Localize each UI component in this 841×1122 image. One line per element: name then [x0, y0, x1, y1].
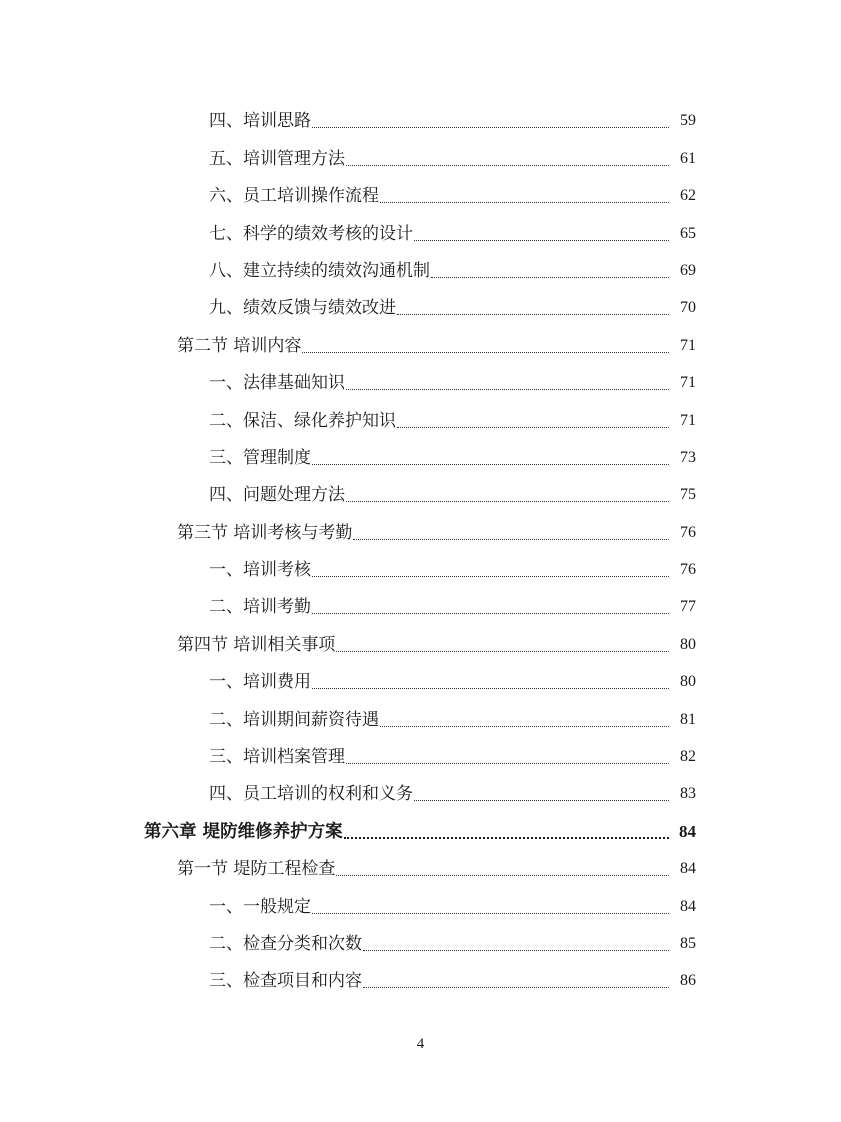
toc-entry[interactable] — [0, 849, 841, 886]
dot-leader — [312, 688, 669, 689]
dot-leader — [363, 987, 669, 988]
dot-leader — [336, 875, 669, 876]
toc-entry-page: 82 — [680, 748, 696, 766]
toc-entry[interactable] — [0, 213, 841, 250]
toc-entry[interactable] — [0, 662, 841, 699]
dot-leader — [346, 389, 669, 390]
dot-leader — [312, 464, 669, 465]
table-of-contents — [0, 101, 841, 998]
toc-entry-page: 76 — [680, 523, 696, 541]
dot-leader — [312, 613, 669, 614]
toc-entry-page: 75 — [680, 486, 696, 504]
toc-entry-title: 三、管理制度 — [209, 447, 311, 468]
toc-entry-title: 四、问题处理方法 — [209, 485, 345, 506]
dot-leader — [312, 127, 669, 128]
toc-entry-page: 77 — [680, 598, 696, 616]
toc-entry-page: 76 — [680, 561, 696, 579]
toc-entry-title: 四、培训思路 — [209, 111, 311, 132]
dot-leader — [346, 763, 669, 764]
toc-entry[interactable] — [0, 400, 841, 437]
dot-leader — [312, 576, 669, 577]
toc-entry-title: 一、一般规定 — [209, 896, 311, 917]
toc-entry[interactable] — [0, 699, 841, 736]
toc-entry-page: 86 — [680, 972, 696, 990]
toc-entry-page: 71 — [680, 336, 696, 354]
toc-entry-page: 80 — [680, 673, 696, 691]
dot-leader — [397, 427, 669, 428]
toc-entry-page: 73 — [680, 448, 696, 466]
toc-entry-page: 85 — [680, 934, 696, 952]
toc-entry[interactable] — [0, 624, 841, 661]
toc-entry[interactable] — [0, 438, 841, 475]
toc-entry-page: 59 — [680, 112, 696, 130]
dot-leader — [397, 314, 669, 315]
toc-entry[interactable] — [0, 325, 841, 362]
toc-entry-title: 第六章 堤防维修养护方案 — [144, 821, 343, 842]
dot-leader — [414, 800, 669, 801]
toc-entry-page: 65 — [680, 224, 696, 242]
toc-entry[interactable] — [0, 961, 841, 998]
dot-leader — [353, 539, 669, 540]
dot-leader — [344, 837, 669, 839]
toc-entry-title: 九、绩效反馈与绩效改进 — [209, 298, 396, 319]
toc-entry-title: 一、培训考核 — [209, 560, 311, 581]
toc-entry-title: 二、保洁、绿化养护知识 — [209, 410, 396, 431]
toc-entry[interactable] — [0, 924, 841, 961]
toc-entry-title: 二、培训期间薪资待遇 — [209, 709, 379, 730]
dot-leader — [380, 202, 669, 203]
dot-leader — [346, 165, 669, 166]
toc-entry[interactable] — [0, 550, 841, 587]
toc-entry-title: 六、员工培训操作流程 — [209, 186, 379, 207]
toc-entry[interactable] — [0, 363, 841, 400]
toc-entry-page: 80 — [680, 635, 696, 653]
toc-entry[interactable] — [0, 251, 841, 288]
toc-entry[interactable] — [0, 101, 841, 138]
toc-entry-title: 四、员工培训的权利和义务 — [209, 784, 413, 805]
page-number: 4 — [416, 1036, 425, 1052]
toc-entry[interactable] — [0, 138, 841, 175]
toc-entry-page: 62 — [680, 187, 696, 205]
toc-entry[interactable] — [0, 475, 841, 512]
toc-entry-title: 第一节 堤防工程检查 — [177, 859, 336, 880]
dot-leader — [414, 240, 669, 241]
dot-leader — [336, 651, 669, 652]
dot-leader — [302, 352, 669, 353]
toc-entry-title: 二、培训考勤 — [209, 597, 311, 618]
toc-entry-title: 二、检查分类和次数 — [209, 933, 362, 954]
toc-entry[interactable] — [0, 176, 841, 213]
dot-leader — [346, 501, 669, 502]
toc-entry-page: 81 — [680, 710, 696, 728]
toc-entry-page: 61 — [680, 149, 696, 167]
toc-entry-page: 71 — [680, 374, 696, 392]
toc-entry-title: 第三节 培训考核与考勤 — [177, 522, 353, 543]
toc-entry-page: 71 — [680, 411, 696, 429]
toc-entry-title: 七、科学的绩效考核的设计 — [209, 223, 413, 244]
dot-leader — [312, 913, 669, 914]
toc-entry-page: 83 — [680, 785, 696, 803]
toc-entry-page: 69 — [680, 261, 696, 279]
dot-leader — [380, 726, 669, 727]
toc-entry-page: 84 — [680, 860, 696, 878]
toc-entry[interactable] — [0, 512, 841, 549]
dot-leader — [431, 277, 669, 278]
toc-entry-page: 70 — [680, 299, 696, 317]
toc-entry[interactable] — [0, 811, 841, 848]
toc-entry[interactable] — [0, 737, 841, 774]
toc-entry-title: 一、法律基础知识 — [209, 373, 345, 394]
toc-entry-page: 84 — [680, 897, 696, 915]
toc-entry-title: 三、检查项目和内容 — [209, 971, 362, 992]
dot-leader — [363, 950, 669, 951]
toc-entry-title: 八、建立持续的绩效沟通机制 — [209, 260, 430, 281]
toc-entry-title: 第四节 培训相关事项 — [177, 634, 336, 655]
toc-entry-title: 第二节 培训内容 — [177, 335, 302, 356]
toc-entry[interactable] — [0, 587, 841, 624]
toc-entry-title: 一、培训费用 — [209, 672, 311, 693]
toc-entry-page: 84 — [679, 821, 696, 841]
toc-entry-title: 三、培训档案管理 — [209, 747, 345, 768]
toc-entry[interactable] — [0, 774, 841, 811]
toc-entry-title: 五、培训管理方法 — [209, 148, 345, 169]
toc-entry[interactable] — [0, 886, 841, 923]
toc-entry[interactable] — [0, 288, 841, 325]
